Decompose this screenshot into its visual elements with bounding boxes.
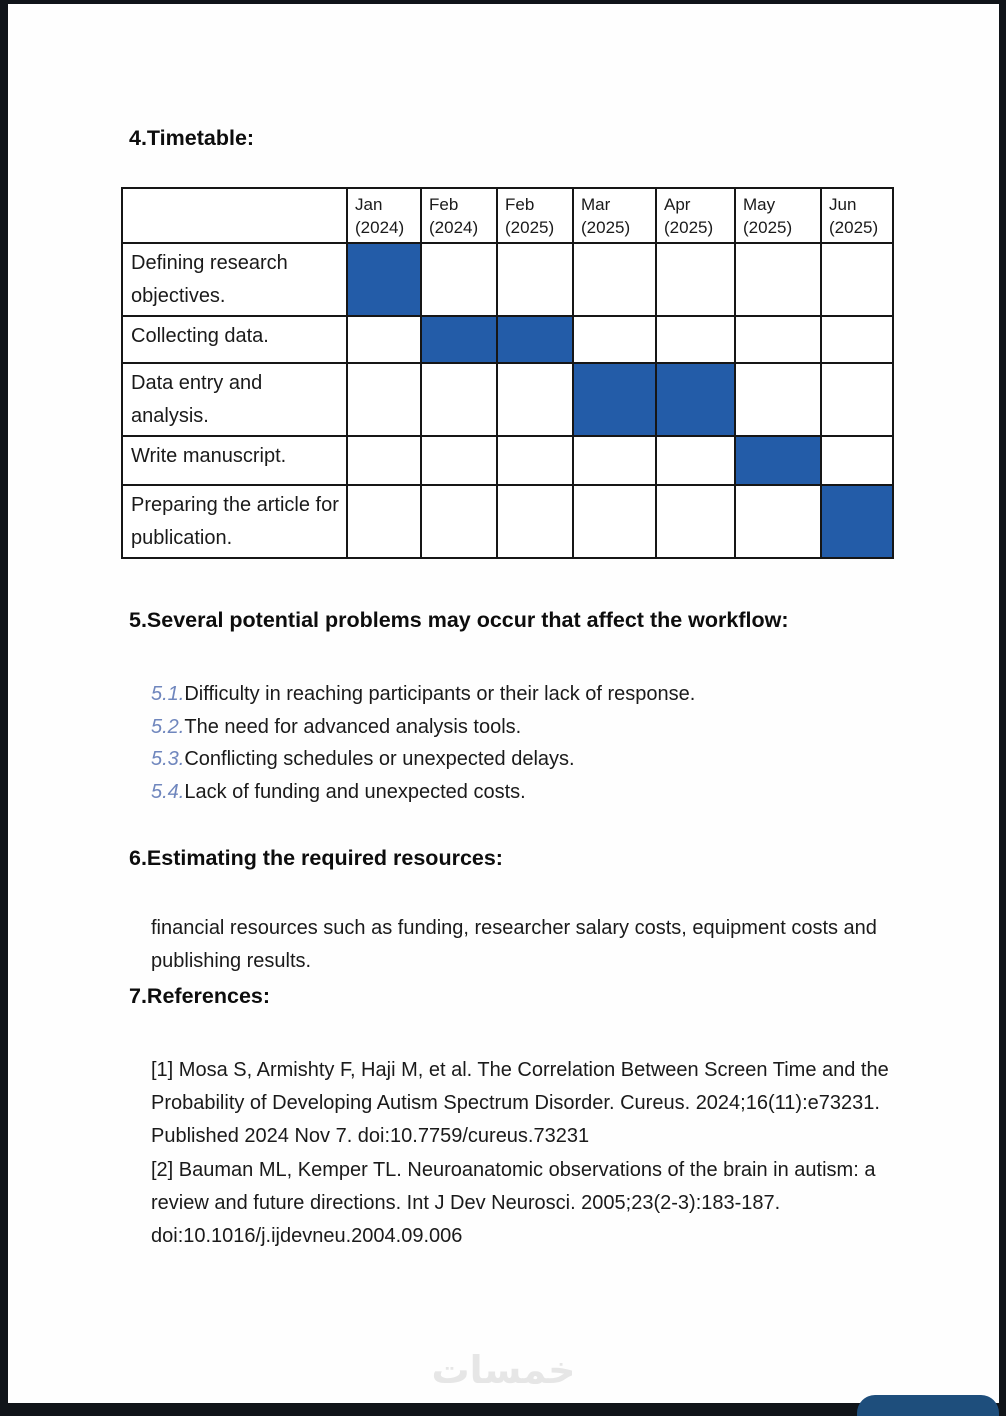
- column-header: May (2025): [735, 188, 821, 243]
- gantt-cell: [656, 243, 735, 316]
- gantt-cell: [573, 436, 656, 485]
- task-label: Defining research objectives.: [122, 243, 347, 316]
- gantt-cell: [656, 363, 735, 436]
- reference-item: [2] Bauman ML, Kemper TL. Neuroanatomic observations of the brain in autism: a review and future directions. Int J Dev Neurosci. 2005;23(2-3):183-187. doi:10.1016/j.ijdevneu.2004.09.006: [151, 1158, 876, 1248]
- resources-body: financial resources such as funding, researcher salary costs, equipment costs and publishing results.: [151, 917, 877, 972]
- references-heading: 7.References:: [129, 984, 271, 1008]
- reference-item: [1] Mosa S, Armishty F, Haji M, et al. The Correlation Between Screen Time and the Probability of Developing Autism Spectrum Disorder. Cureus. 2024;16(11):e73231. Published 2024 Nov 7. doi:10.7759/cureus.73231: [151, 1059, 889, 1148]
- gantt-cell: [573, 485, 656, 558]
- gantt-cell: [421, 363, 497, 436]
- gantt-cell: [347, 243, 421, 316]
- gantt-cell: [497, 243, 573, 316]
- document-page: [8, 4, 999, 1403]
- list-item: [151, 776, 695, 809]
- task-label: Data entry and analysis.: [122, 363, 347, 436]
- list-item-text: Lack of funding and unexpected costs.: [184, 780, 526, 803]
- gantt-cell: [735, 485, 821, 558]
- gantt-cell: [656, 485, 735, 558]
- gantt-cell: [573, 316, 656, 363]
- gantt-cell: [347, 316, 421, 363]
- gantt-cell: [421, 243, 497, 316]
- problem-list: [151, 678, 695, 808]
- gantt-cell: [735, 436, 821, 485]
- gantt-cell: [573, 363, 656, 436]
- table-row: [122, 363, 893, 436]
- table-row: [122, 243, 893, 316]
- corner-accent-shape: [857, 1395, 999, 1416]
- gantt-cell: [821, 363, 893, 436]
- list-item: [151, 711, 695, 744]
- table-row: [122, 485, 893, 558]
- column-header: Feb (2025): [497, 188, 573, 243]
- task-label: Collecting data.: [122, 316, 347, 363]
- list-item-text: Conflicting schedules or unexpected delays.: [184, 748, 575, 771]
- gantt-cell: [821, 436, 893, 485]
- task-label: Preparing the article for publication.: [122, 485, 347, 558]
- khamsat-watermark: خمسات: [431, 1348, 576, 1392]
- list-item-number: 5.4.: [151, 780, 185, 803]
- list-item-number: 5.2.: [151, 715, 185, 738]
- gantt-cell: [497, 436, 573, 485]
- gantt-cell: [735, 363, 821, 436]
- column-header: Feb (2024): [421, 188, 497, 243]
- gantt-cell: [821, 243, 893, 316]
- gantt-cell: [497, 363, 573, 436]
- gantt-cell: [735, 316, 821, 363]
- column-header: Jan (2024): [347, 188, 421, 243]
- gantt-cell: [497, 485, 573, 558]
- list-item-text: The need for advanced analysis tools.: [184, 715, 522, 738]
- problems-heading: 5.Several potential problems may occur that affect the workflow:: [129, 608, 789, 632]
- gantt-cell: [421, 436, 497, 485]
- table-row: [122, 436, 893, 485]
- timetable-heading: 4.Timetable:: [129, 126, 255, 150]
- column-header: Jun (2025): [821, 188, 893, 243]
- table-row: [122, 316, 893, 363]
- gantt-cell: [347, 436, 421, 485]
- empty-header-cell: [122, 188, 347, 243]
- gantt-cell: [347, 363, 421, 436]
- list-item: [151, 743, 695, 776]
- reference-list: [151, 1054, 891, 1253]
- list-item-number: 5.1.: [151, 683, 185, 705]
- gantt-cell: [656, 316, 735, 363]
- task-label: Write manuscript.: [122, 436, 347, 485]
- column-header: Mar (2025): [573, 188, 656, 243]
- gantt-cell: [735, 243, 821, 316]
- resources-heading: 6.Estimating the required resources:: [129, 846, 503, 870]
- gantt-cell: [573, 243, 656, 316]
- list-item-number: 5.3.: [151, 748, 185, 771]
- gantt-cell: [421, 316, 497, 363]
- gantt-cell: [497, 316, 573, 363]
- gantt-cell: [347, 485, 421, 558]
- gantt-cell: [821, 316, 893, 363]
- list-item: [151, 678, 695, 711]
- gantt-cell: [421, 485, 497, 558]
- gantt-cell: [656, 436, 735, 485]
- list-item-text: Difficulty in reaching participants or their lack of response.: [184, 683, 696, 705]
- gantt-cell: [821, 485, 893, 558]
- timetable-table: [121, 187, 894, 559]
- table-header-row: [122, 188, 893, 243]
- column-header: Apr (2025): [656, 188, 735, 243]
